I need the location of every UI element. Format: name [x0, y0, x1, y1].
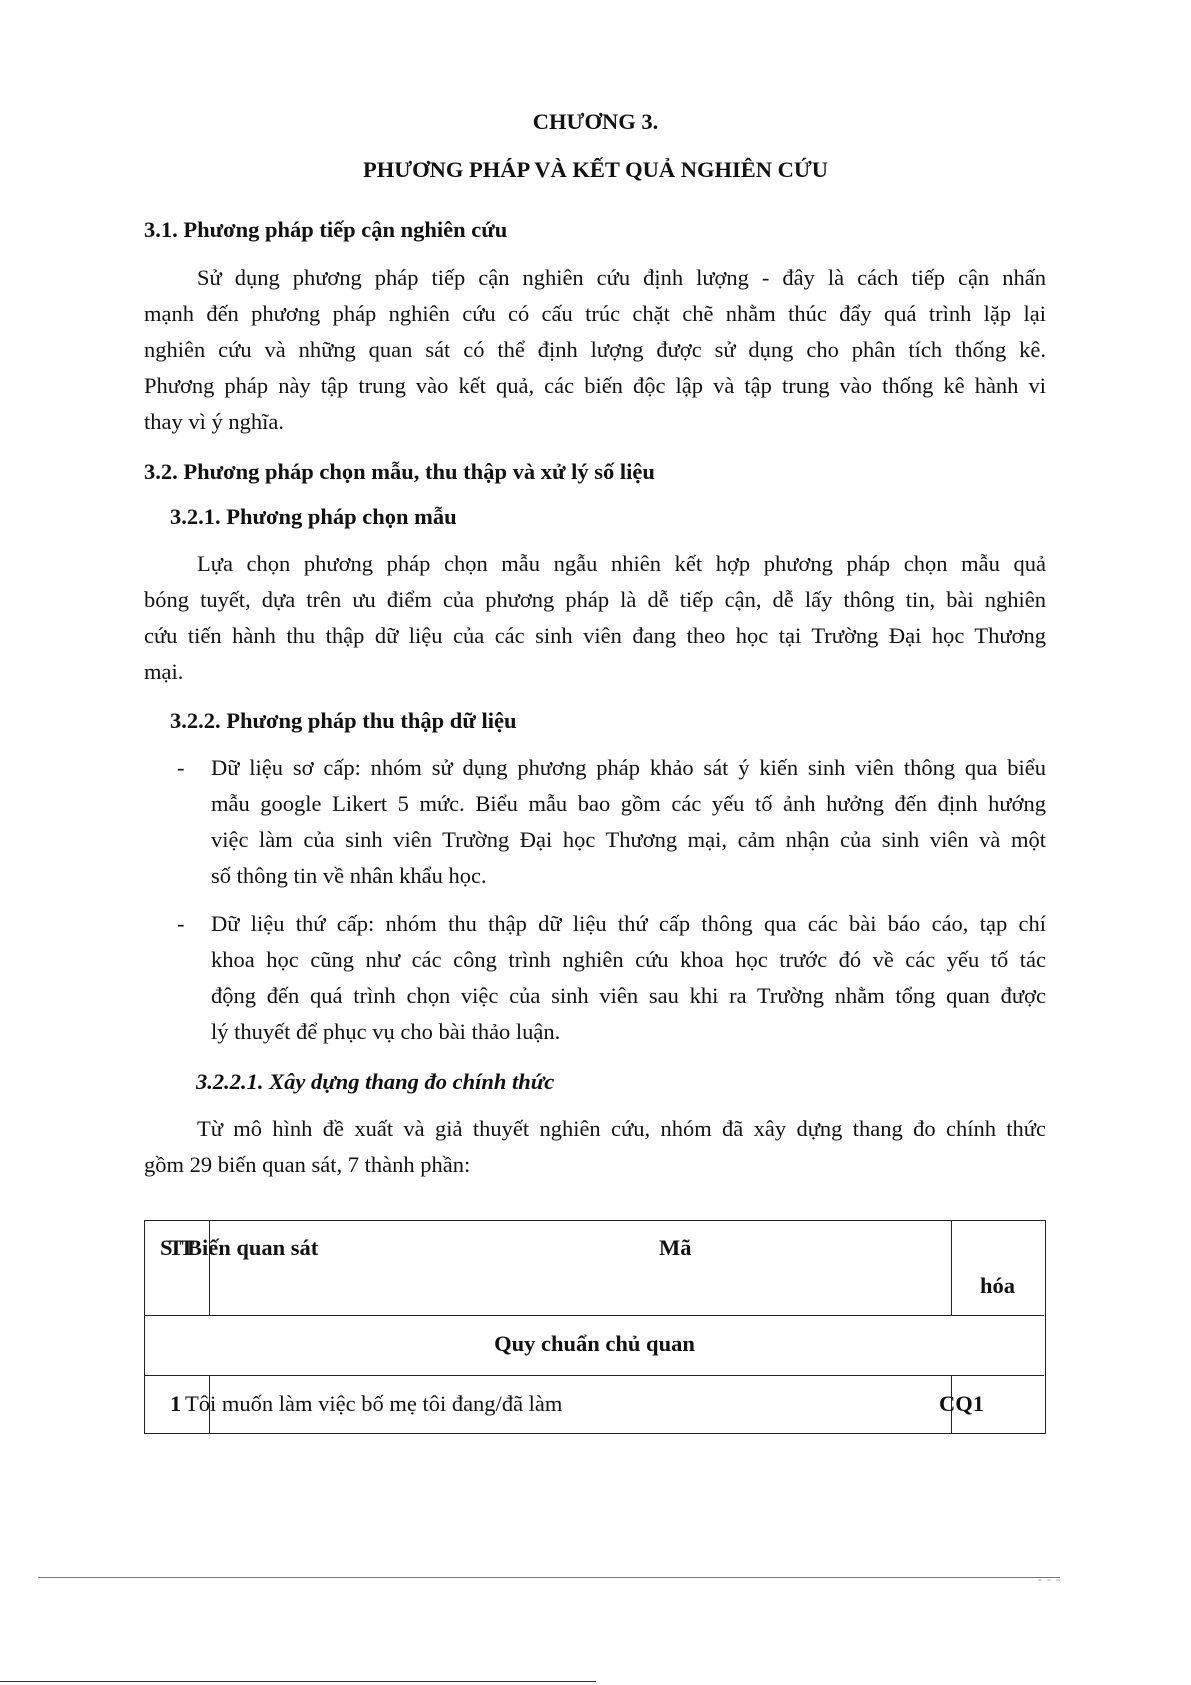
- bullet-line: mẫu google Likert 5 mức. Biểu mẫu bao gồm các yếu tố ảnh hưởng đến định hướng: [211, 791, 1046, 816]
- paragraph-line: bóng tuyết, dựa trên ưu điểm của phương pháp là dễ tiếp cận, dễ lấy thông tin, bài nghiên: [144, 587, 1046, 612]
- row-ma: CQ1: [939, 1391, 984, 1416]
- bullet-line: khoa học cũng như các công trình nghiên cứu khoa học trước đó về các yếu tố tác: [211, 947, 1046, 972]
- section-3-1-heading: 3.1. Phương pháp tiếp cận nghiên cứu: [144, 217, 508, 242]
- paragraph-line: thay vì ý nghĩa.: [144, 409, 284, 434]
- section-3-2-1-heading: 3.2.1. Phương pháp chọn mẫu: [170, 504, 457, 529]
- paragraph-line: Sử dụng phương pháp tiếp cận nghiên cứu định lượng - đây là cách tiếp cận nhấn: [197, 265, 1046, 290]
- chapter-title: PHƯƠNG PHÁP VÀ KẾT QUẢ NGHIÊN CỨU: [362, 157, 829, 182]
- bullet-line: Dữ liệu sơ cấp: nhóm sử dụng phương pháp khảo sát ý kiến sinh viên thông qua biểu: [211, 755, 1046, 780]
- section-3-2-heading: 3.2. Phương pháp chọn mẫu, thu thập và xử lý số liệu: [144, 459, 655, 484]
- paragraph-line: Từ mô hình đề xuất và giả thuyết nghiên cứu, nhóm đã xây dựng thang đo chính thức: [197, 1116, 1046, 1141]
- header-stt: STT: [160, 1235, 191, 1260]
- table-row-divider: [145, 1315, 1044, 1316]
- bullet-line: số thông tin về nhân khẩu học.: [211, 863, 487, 888]
- paragraph-line: nghiên cứu và những quan sát có thể định lượng được sử dụng cho phân tích thống kê.: [144, 337, 1046, 362]
- row-stt: 1: [170, 1391, 182, 1416]
- paragraph-line: Lựa chọn phương pháp chọn mẫu ngẫu nhiên kết hợp phương pháp chọn mẫu quả: [197, 551, 1046, 576]
- chapter-number: CHƯƠNG 3.: [532, 109, 659, 134]
- table-col-divider: [951, 1221, 952, 1315]
- footer-rule: [38, 1577, 1060, 1578]
- bullet-line: việc làm của sinh viên Trường Đại học Thương mại, cảm nhận của sinh viên và một: [211, 827, 1046, 852]
- paragraph-line: mạnh đến phương pháp nghiên cứu có cấu trúc chặt chẽ nhằm thúc đẩy quá trình lặp lại: [144, 301, 1046, 326]
- bullet-dash: -: [177, 911, 185, 936]
- bullet-line: Dữ liệu thứ cấp: nhóm thu thập dữ liệu thứ cấp thông qua các bài báo cáo, tạp chí: [211, 911, 1046, 936]
- paragraph-line: cứu tiến hành thu thập dữ liệu của các sinh viên đang theo học tại Trường Đại học Thương: [144, 623, 1046, 648]
- bullet-dash: -: [177, 755, 185, 780]
- table-row-divider: [145, 1375, 1044, 1376]
- paragraph-line: mại.: [144, 659, 184, 684]
- paragraph-line: gồm 29 biến quan sát, 7 thành phần:: [144, 1152, 471, 1177]
- section-3-2-2-1-heading: 3.2.2.1. Xây dựng thang đo chính thức: [196, 1069, 555, 1094]
- header-bien-quan-sat: Biến quan sát: [187, 1235, 319, 1260]
- footer-dots: - - -: [1038, 1572, 1061, 1586]
- section-3-2-2-heading: 3.2.2. Phương pháp thu thập dữ liệu: [170, 708, 517, 733]
- row-bien-quan-sat: Tôi muốn làm việc bố mẹ tôi đang/đã làm: [185, 1391, 563, 1416]
- bullet-line: động đến quá trình chọn việc của sinh viên sau khi ra Trường nhằm tổng quan được: [211, 983, 1046, 1008]
- header-ma: Mã: [659, 1235, 692, 1260]
- bottom-rule: [0, 1681, 596, 1682]
- observed-variables-table: [144, 1220, 1046, 1434]
- bullet-line: lý thuyết để phục vụ cho bài thảo luận.: [211, 1019, 561, 1044]
- header-hoa: hóa: [980, 1273, 1016, 1298]
- paragraph-line: Phương pháp này tập trung vào kết quả, các biến độc lập và tập trung vào thống kê hành vi: [144, 373, 1046, 398]
- group-row-label: Quy chuẩn chủ quan: [494, 1331, 695, 1356]
